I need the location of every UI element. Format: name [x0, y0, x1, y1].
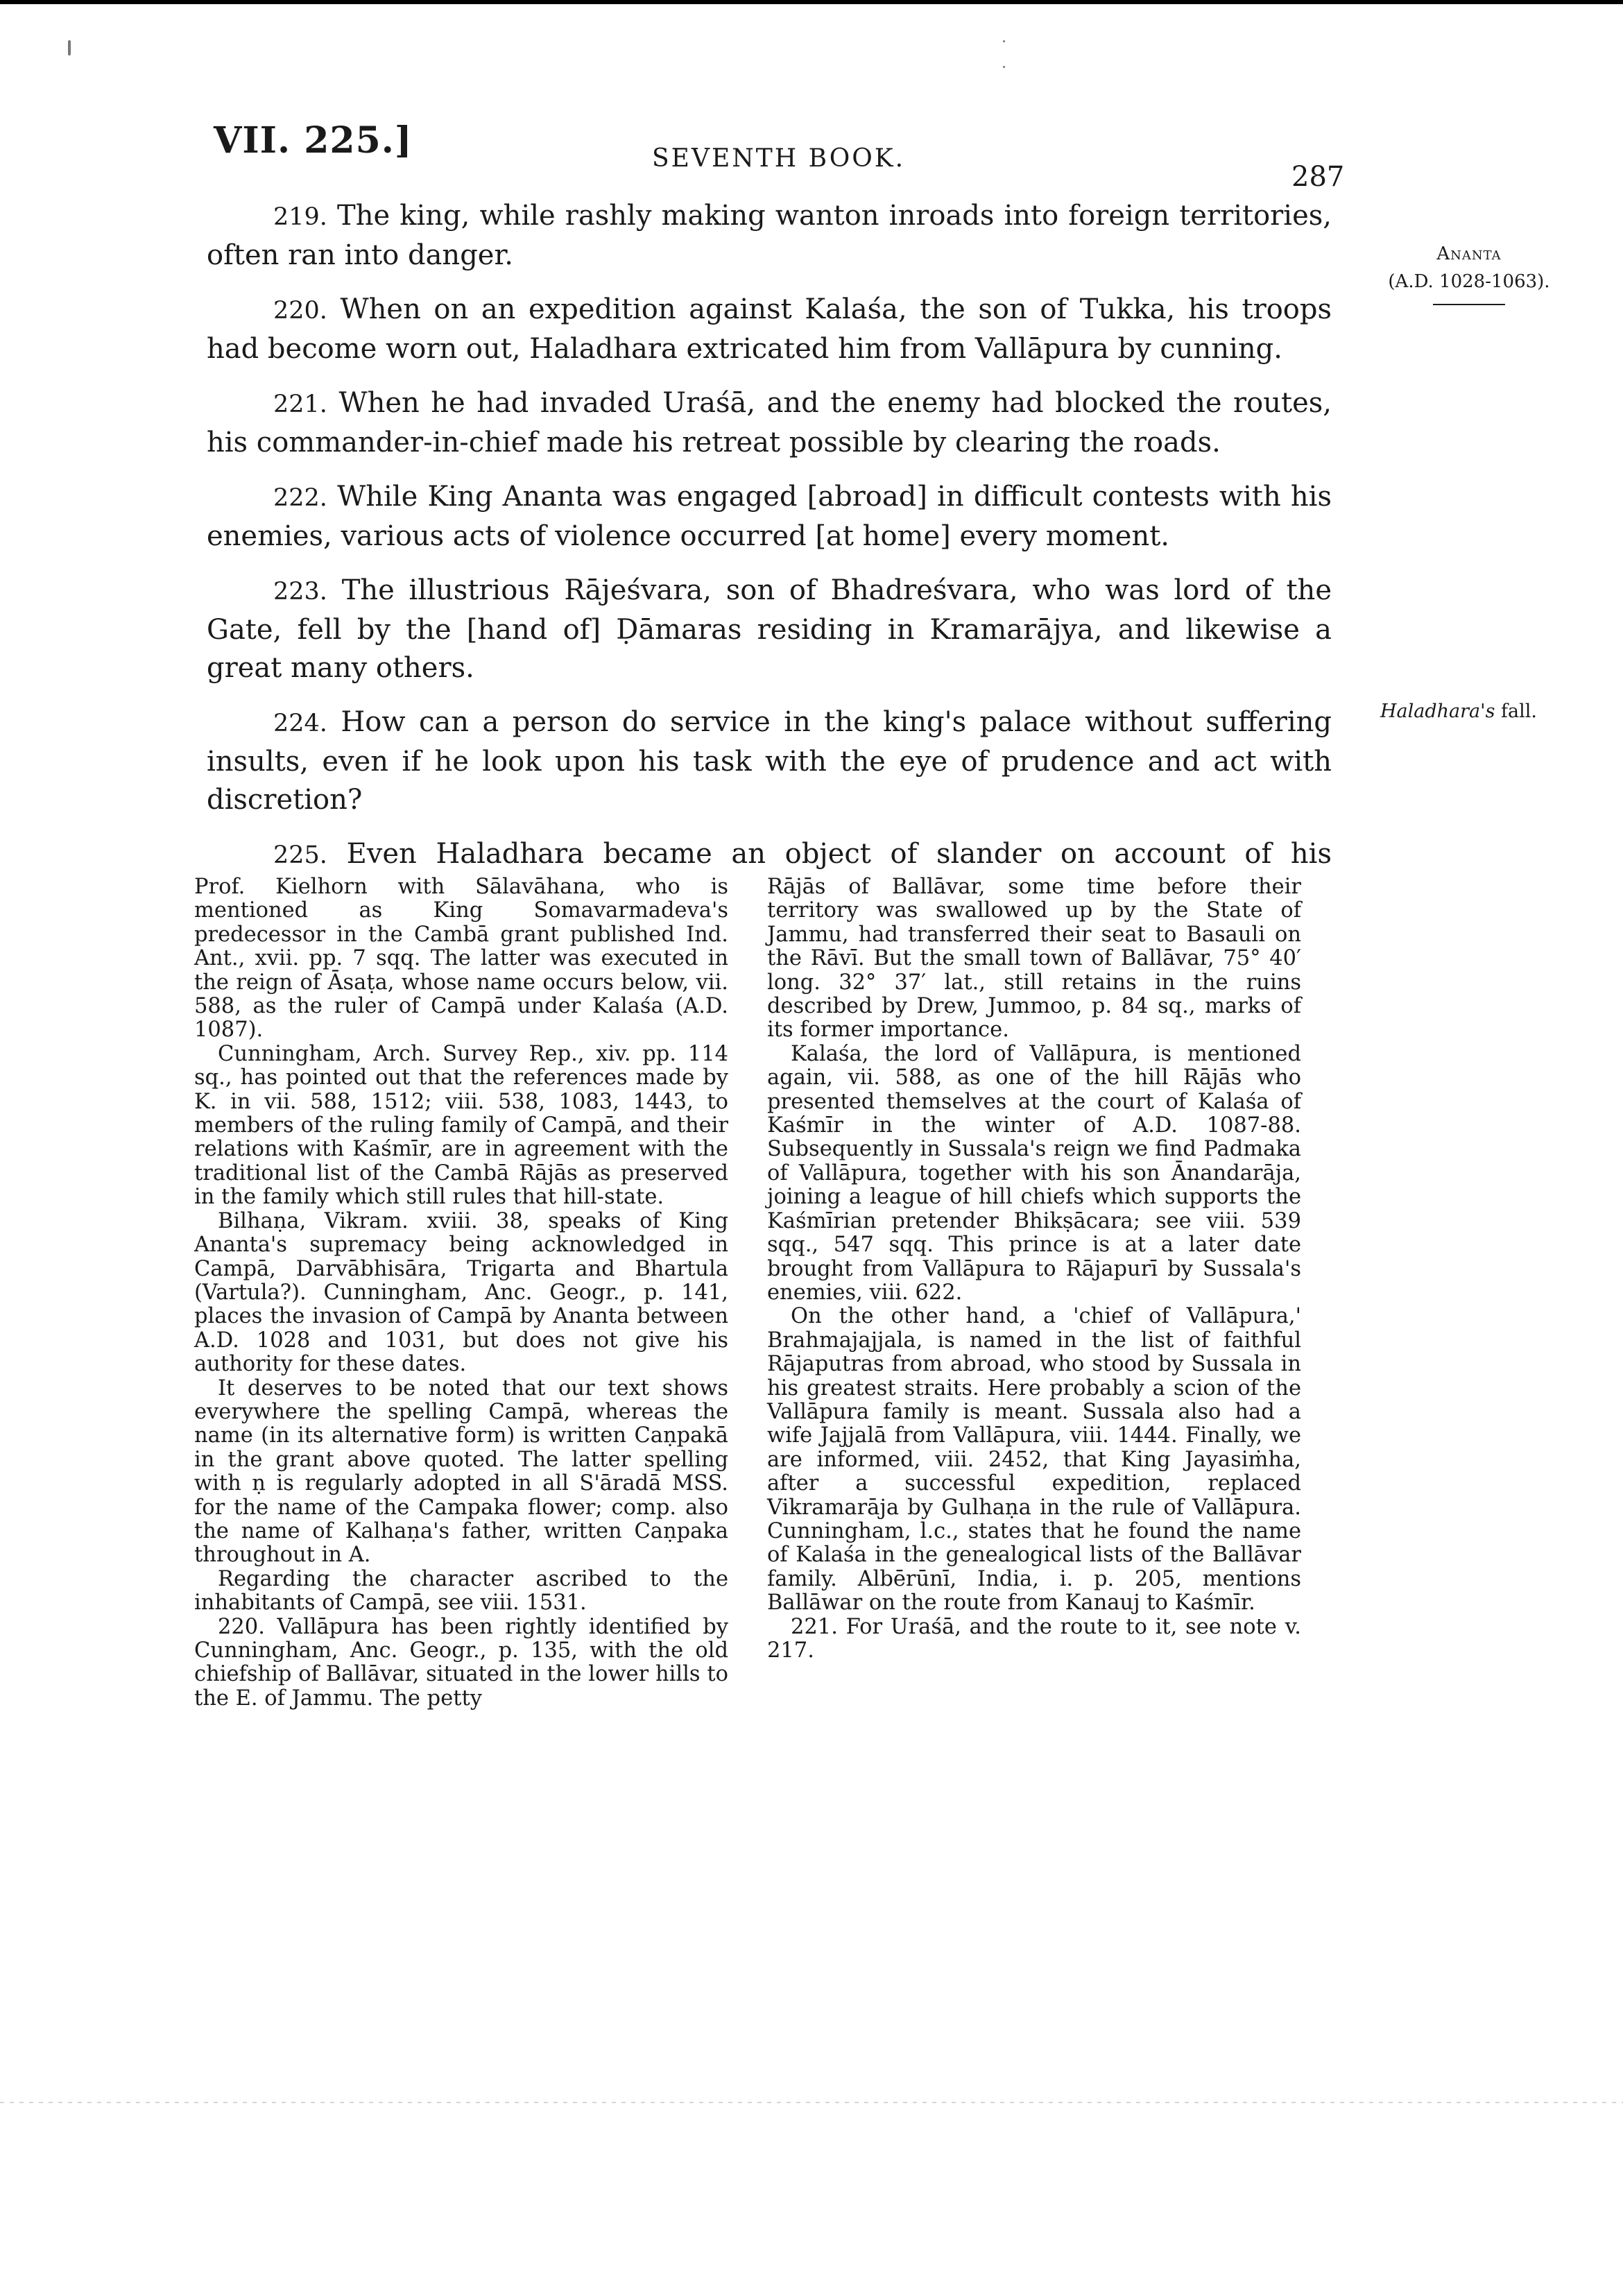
verse — [207, 478, 1332, 556]
page-number: 287 — [1291, 161, 1345, 193]
verse-number: 221. — [273, 391, 327, 418]
verse — [207, 572, 1332, 687]
footnote-paragraph: Kalaśa, the lord of Vallāpura, is mentioned again, vii. 588, as one of the hill Rājās who presented themselves at the court of Kalaśa of Kaśmīr in the winter of A.D. 1087-88. Subsequently in Sussala's reign we find Padmaka of Vallāpura, together with his son Ānandarāja, joining a league of hill chiefs which supports the Kaśmīrian pretender Bhikṣācara; see viii. 539 sqq., 547 sqq. This prince is at a later date brought from Vallāpura to Rājapurī by Sussala's enemies, viii. 622. — [767, 1041, 1301, 1305]
verse-number: 220. — [273, 297, 327, 325]
verse-body: The king, while rashly making wanton inroads into foreign territories, often ran into danger. — [207, 200, 1332, 271]
verse-body: Even Haladhara became an object of slander on account of his — [346, 838, 1332, 870]
verse — [207, 384, 1332, 462]
running-head-left: VII. 225.] — [214, 119, 413, 162]
verse-number: 222. — [273, 484, 327, 512]
footnote-paragraph: 221. For Uraśā, and the route to it, see note v. 217. — [767, 1614, 1301, 1663]
footnote-paragraph: 220. Vallāpura has been rightly identified by Cunningham, Anc. Geogr., p. 135, with the old chiefship of Ballāvar, situated in the lower hills to the E. of Jammu. The petty — [194, 1614, 728, 1711]
footnote-paragraph: It deserves to be noted that our text shows everywhere the spelling Campā, whereas the name (in its alternative form) is written Caṇpakā in the grant above quoted. The latter spelling with ṇ is regularly adopted in all S'āradā MSS. for the name of the Campaka flower; comp. also the name of Kalhaṇa's father, written Caṇpaka throughout in A. — [194, 1376, 728, 1568]
margin-reign-heading — [1365, 240, 1573, 305]
footnote-paragraph: Rājās of Ballāvar, some time before their territory was swallowed up by the State of Jammu, had transferred their seat to Basauli on the Rāvī. But the small town of Ballāvar, 75° 40′ long. 32° 37′ lat., still retains in the ruins described by Drew, Jummoo, p. 84 sq., marks of its former importance. — [767, 875, 1301, 1043]
scan-artifact-line — [0, 2102, 1623, 2103]
footnote-paragraph: Bilhaṇa, Vikram. xviii. 38, speaks of King Ananta's supremacy being acknowledged in Campā, Darvābhisāra, Trigarta and Bhartula (Vartula?). Cunningham, Anc. Geogr., p. 141, places the invasion of Campā by Ananta between A.D. 1028 and 1031, but does not give his authority for these dates. — [194, 1208, 728, 1377]
margin-divider — [1433, 304, 1505, 305]
footnotes-left-column — [194, 875, 728, 1711]
verse-number: 225. — [273, 841, 327, 869]
verse-text — [207, 197, 1332, 891]
scan-speck — [1003, 66, 1005, 68]
scan-speck — [1003, 40, 1005, 42]
footnotes-right-column — [767, 875, 1301, 1663]
running-head-title: SEVENTH BOOK. — [652, 144, 906, 173]
verse-number: 223. — [273, 578, 327, 606]
verse — [207, 835, 1332, 875]
verse — [207, 197, 1332, 275]
verse — [207, 703, 1332, 819]
margin-note — [1380, 701, 1537, 722]
verse-body: While King Ananta was engaged [abroad] in difficult contests with his enemies, various acts of violence occurred [at home] every moment. — [207, 481, 1332, 552]
scan-top-edge — [0, 0, 1623, 4]
verse-body: When he had invaded Uraśā, and the enemy had blocked the routes, his commander-in-chief made his retreat possible by clearing the roads. — [207, 387, 1332, 459]
verse-body: How can a person do service in the king's palace without suffering insults, even if he look upon his task with the eye of prudence and act with discretion? — [207, 706, 1332, 816]
verse-body: When on an expedition against Kalaśa, the son of Tukka, his troops had become worn out, Haladhara extricated him from Vallāpura by cunning. — [207, 293, 1332, 365]
verse — [207, 291, 1332, 368]
margin-note-name: Haladhara's — [1380, 701, 1495, 722]
margin-king-dates: (A.D. 1028-1063). — [1388, 271, 1550, 292]
footnote-paragraph: Cunningham, Arch. Survey Rep., xiv. pp. 114 sq., has pointed out that the references made by K. in vii. 588, 1512; viii. 538, 1083, 1443, to members of the ruling family of Campā, and their relations with Kaśmīr, are in agreement with the traditional list of the Cambā Rājās as preserved in the family which still rules that hill-state. — [194, 1041, 728, 1210]
footnote-paragraph: Prof. Kielhorn with Sālavāhana, who is mentioned as King Somavarmadeva's predecessor in the Cambā grant published Ind. Ant., xvii. pp. 7 sqq. The latter was executed in the reign of Āsaṭa, whose name occurs below, vii. 588, as the ruler of Campā under Kalaśa (A.D. 1087). — [194, 875, 728, 1043]
scan-speck — [68, 40, 71, 55]
margin-note-suffix: fall. — [1495, 701, 1537, 722]
verse-number: 219. — [273, 203, 327, 231]
margin-king-name: Ananta — [1436, 243, 1502, 264]
verse-body: The illustrious Rājeśvara, son of Bhadreśvara, who was lord of the Gate, fell by the [hand of] Ḍāmaras residing in Kramarājya, and likewise a great many others. — [207, 574, 1332, 684]
footnote-paragraph: Regarding the character ascribed to the inhabitants of Campā, see viii. 1531. — [194, 1566, 728, 1616]
footnote-paragraph: On the other hand, a 'chief of Vallāpura,' Brahmajajjala, is named in the list of faithful Rājaputras from abroad, who stood by Sussala in his greatest straits. Here probably a scion of the Vallāpura family is meant. Sussala also had a wife Jajjalā from Vallāpura, viii. 1444. Finally, we are informed, viii. 2452, that King Jayasiṁha, after a successful expedition, replaced Vikramarāja by Gulhaṇa in the rule of Vallāpura. Cunningham, l.c., states that he found the name of Kalaśa in the genealogical lists of the Ballāvar family. Albērūnī, India, i. p. 205, mentions Ballāwar on the route from Kanauj to Kaśmīr. — [767, 1304, 1301, 1616]
verse-number: 224. — [273, 710, 327, 737]
